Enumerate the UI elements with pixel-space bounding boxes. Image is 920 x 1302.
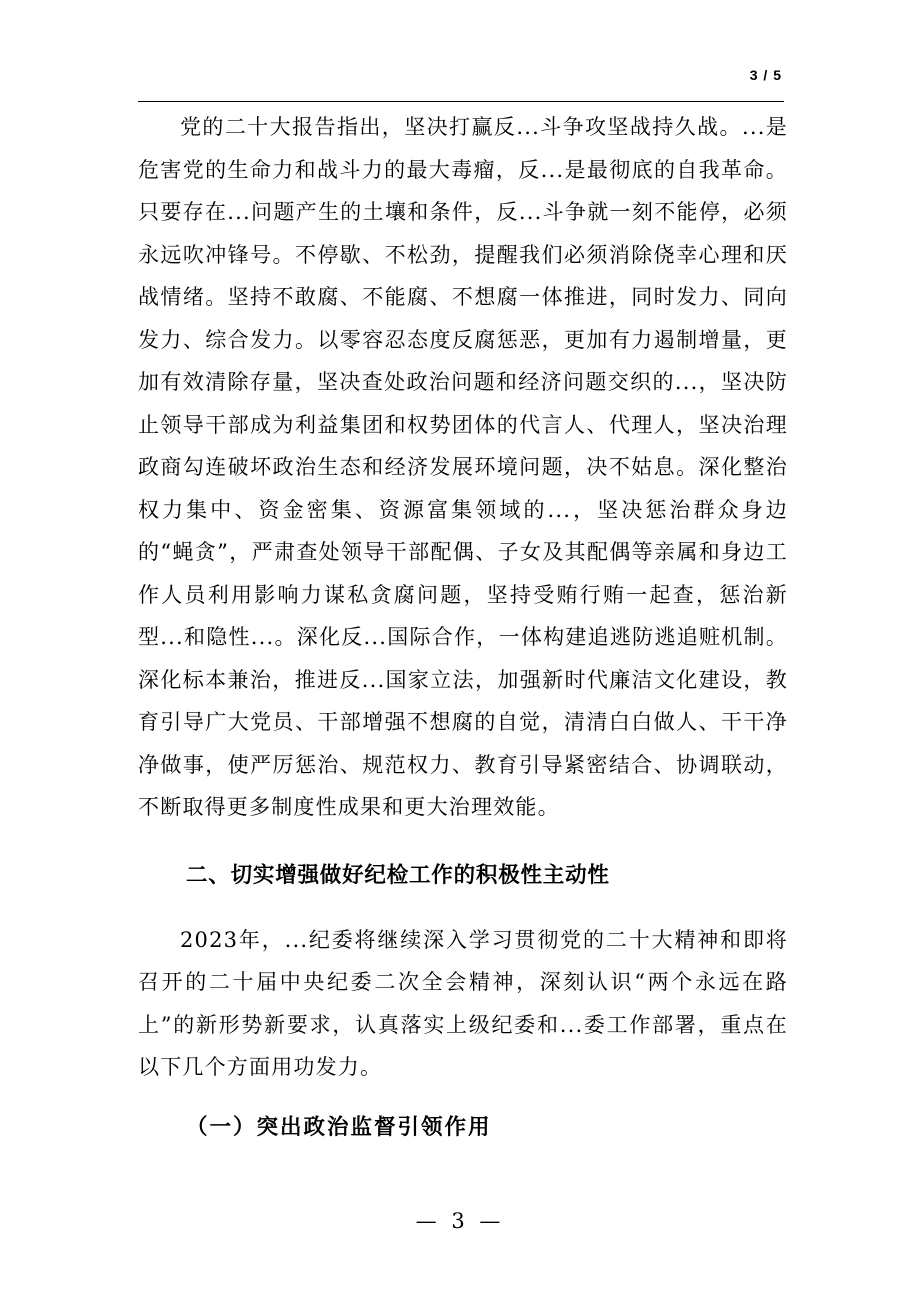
page-number: — 3 — <box>415 1209 505 1233</box>
body-paragraph: 2023年，...纪委将继续深入学习贯彻党的二十大精神和即将召开的二十届中央纪委二次全会精神，深刻认识“两个永远在路上”的新形势新要求，认真落实上级纪委和...委工作部署，重点在以下几个方面用功发力。 <box>138 927 788 1079</box>
section-heading: 二、切实增强做好纪检工作的积极性主动性 <box>186 862 610 888</box>
page-counter: 3 / 5 <box>749 67 782 83</box>
subsection-heading: （一）突出政治监督引领作用 <box>186 1114 492 1140</box>
document-body <box>138 106 788 1147</box>
header-divider <box>138 101 784 102</box>
body-paragraph: 党的二十大报告指出，坚决打赢反...斗争攻坚战持久战。...是危害党的生命力和战斗力的最大毒瘤，反...是最彻底的自我革命。只要存在...问题产生的土壤和条件，反...斗争就一刻不能停，必须永远吹冲锋号。不停歇、不松劲，提醒我们必须消除侥幸心理和厌战情绪。坚持不敢腐、不能腐、不想腐一体推进，同时发力、同向发力、综合发力。以零容忍态度反腐惩恶，更加有力遏制增量，更加有效清除存量，坚决查处政治问题和经济问题交织的...，坚决防止领导干部成为利益集团和权势团体的代言人、代理人，坚决治理政商勾连破坏政治生态和经济发展环境问题，决不姑息。深化整治权力集中、资金密集、资源富集领域的...，坚决惩治群众身边的“蝇贪”，严肃查处领导干部配偶、子女及其配偶等亲属和身边工作人员利用影响力谋私贪腐问题，坚持受贿行贿一起查，惩治新型...和隐性...。深化反...国际合作，一体构建追逃防逃追赃机制。深化标本兼治，推进反...国家立法，加强新时代廉洁文化建设，教育引导广大党员、干部增强不想腐的自觉，清清白白做人、干干净净做事，使严厉惩治、规范权力、教育引导紧密结合、协调联动，不断取得更多制度性成果和更大治理效能。 <box>138 115 788 819</box>
